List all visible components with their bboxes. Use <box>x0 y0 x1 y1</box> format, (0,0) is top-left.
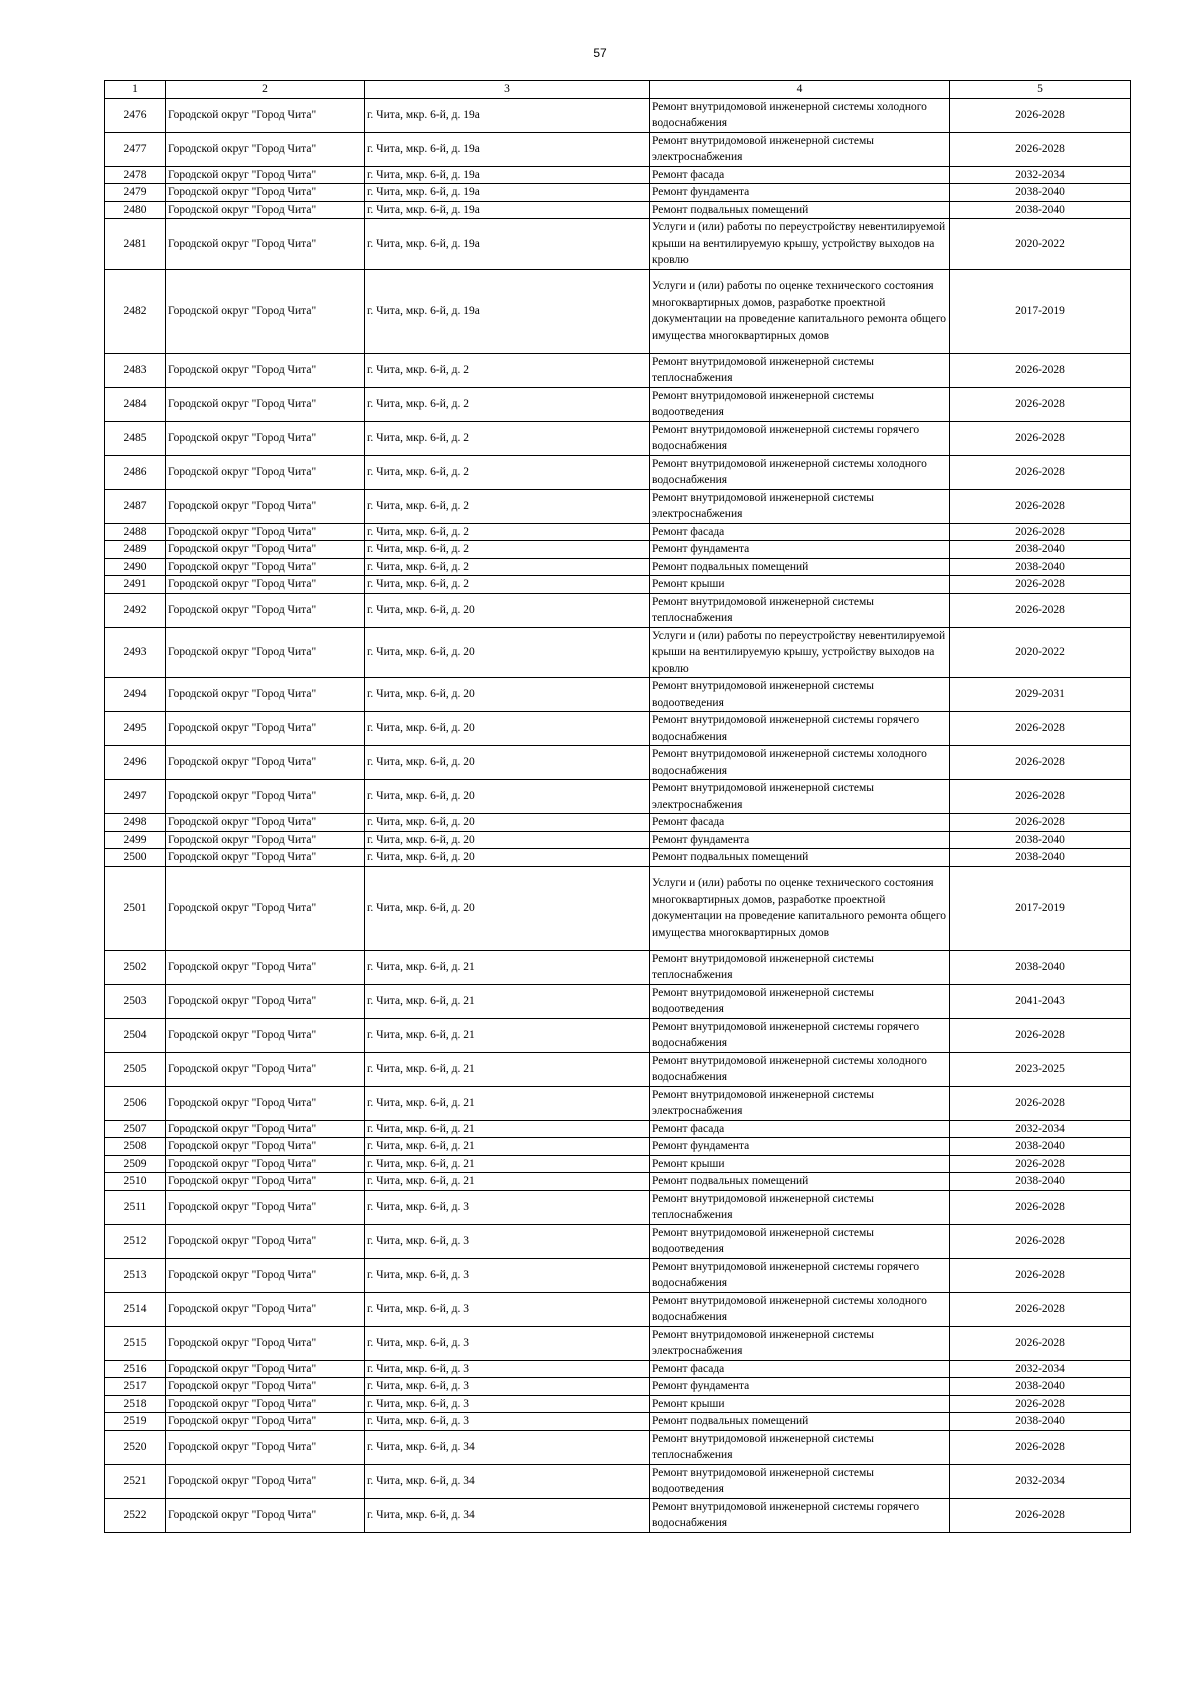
row-number-cell: 2521 <box>105 1464 166 1498</box>
row-number-cell: 2504 <box>105 1018 166 1052</box>
period-cell: 2026-2028 <box>950 1395 1131 1413</box>
period-cell: 2020-2022 <box>950 627 1131 678</box>
period-cell: 2026-2028 <box>950 780 1131 814</box>
period-cell: 2026-2028 <box>950 814 1131 832</box>
row-number-cell: 2508 <box>105 1138 166 1156</box>
period-cell: 2026-2028 <box>950 1086 1131 1120</box>
address-cell: г. Чита, мкр. 6-й, д. 2 <box>365 353 650 387</box>
period-cell: 2023-2025 <box>950 1052 1131 1086</box>
address-cell: г. Чита, мкр. 6-й, д. 20 <box>365 780 650 814</box>
period-cell: 2026-2028 <box>950 98 1131 132</box>
row-number-cell: 2512 <box>105 1224 166 1258</box>
row-number-cell: 2514 <box>105 1292 166 1326</box>
address-cell: г. Чита, мкр. 6-й, д. 3 <box>365 1395 650 1413</box>
work-type-cell: Ремонт внутридомовой инженерной системы теплоснабжения <box>650 353 950 387</box>
table-row <box>105 593 1131 627</box>
address-cell: г. Чита, мкр. 6-й, д. 3 <box>365 1224 650 1258</box>
period-cell: 2020-2022 <box>950 219 1131 270</box>
municipality-cell: Городской округ "Город Чита" <box>166 489 365 523</box>
work-type-cell: Ремонт фундамента <box>650 1138 950 1156</box>
work-type-cell: Услуги и (или) работы по переустройству невентилируемой крыши на вентилируемую крышу, устройству выходов на кровлю <box>650 627 950 678</box>
period-cell: 2038-2040 <box>950 950 1131 984</box>
municipality-cell: Городской округ "Город Чита" <box>166 678 365 712</box>
table-row <box>105 746 1131 780</box>
column-header-5: 5 <box>950 81 1131 99</box>
municipality-cell: Городской округ "Город Чита" <box>166 1052 365 1086</box>
address-cell: г. Чита, мкр. 6-й, д. 19а <box>365 184 650 202</box>
address-cell: г. Чита, мкр. 6-й, д. 2 <box>365 387 650 421</box>
table-row <box>105 353 1131 387</box>
municipality-cell: Городской округ "Город Чита" <box>166 780 365 814</box>
work-type-cell: Ремонт внутридомовой инженерной системы электроснабжения <box>650 1086 950 1120</box>
period-cell: 2026-2028 <box>950 1258 1131 1292</box>
row-number-cell: 2479 <box>105 184 166 202</box>
row-number-cell: 2499 <box>105 831 166 849</box>
address-cell: г. Чита, мкр. 6-й, д. 21 <box>365 984 650 1018</box>
table-row <box>105 849 1131 867</box>
municipality-cell: Городской округ "Город Чита" <box>166 558 365 576</box>
municipality-cell: Городской округ "Город Чита" <box>166 1018 365 1052</box>
work-type-cell: Ремонт внутридомовой инженерной системы горячего водоснабжения <box>650 1498 950 1532</box>
municipality-cell: Городской округ "Город Чита" <box>166 1155 365 1173</box>
work-type-cell: Ремонт внутридомовой инженерной системы электроснабжения <box>650 1326 950 1360</box>
row-number-cell: 2516 <box>105 1360 166 1378</box>
header-row <box>105 81 1131 99</box>
row-number-cell: 2495 <box>105 712 166 746</box>
municipality-cell: Городской округ "Город Чита" <box>166 1190 365 1224</box>
table-row <box>105 1173 1131 1191</box>
table-row <box>105 166 1131 184</box>
municipality-cell: Городской округ "Город Чита" <box>166 219 365 270</box>
address-cell: г. Чита, мкр. 6-й, д. 21 <box>365 1018 650 1052</box>
work-type-cell: Ремонт внутридомовой инженерной системы холодного водоснабжения <box>650 455 950 489</box>
period-cell: 2038-2040 <box>950 849 1131 867</box>
municipality-cell: Городской округ "Город Чита" <box>166 1173 365 1191</box>
address-cell: г. Чита, мкр. 6-й, д. 20 <box>365 831 650 849</box>
row-number-cell: 2483 <box>105 353 166 387</box>
row-number-cell: 2492 <box>105 593 166 627</box>
table-row <box>105 1138 1131 1156</box>
period-cell: 2038-2040 <box>950 1173 1131 1191</box>
table-row <box>105 1498 1131 1532</box>
row-number-cell: 2497 <box>105 780 166 814</box>
period-cell: 2017-2019 <box>950 866 1131 950</box>
address-cell: г. Чита, мкр. 6-й, д. 3 <box>365 1360 650 1378</box>
period-cell: 2026-2028 <box>950 353 1131 387</box>
table-row <box>105 1360 1131 1378</box>
work-type-cell: Услуги и (или) работы по переустройству невентилируемой крыши на вентилируемую крышу, устройству выходов на кровлю <box>650 219 950 270</box>
municipality-cell: Городской округ "Город Чита" <box>166 1120 365 1138</box>
table-row <box>105 1326 1131 1360</box>
address-cell: г. Чита, мкр. 6-й, д. 20 <box>365 593 650 627</box>
table-row <box>105 1120 1131 1138</box>
work-type-cell: Ремонт фасада <box>650 1360 950 1378</box>
work-type-cell: Ремонт подвальных помещений <box>650 1173 950 1191</box>
address-cell: г. Чита, мкр. 6-й, д. 21 <box>365 1138 650 1156</box>
work-type-cell: Услуги и (или) работы по оценке технического состояния многоквартирных домов, разработке проектной документации на проведение капитального ремонта общего имущества многоквартирных домов <box>650 269 950 353</box>
work-type-cell: Ремонт внутридомовой инженерной системы горячего водоснабжения <box>650 712 950 746</box>
municipality-cell: Городской округ "Город Чита" <box>166 814 365 832</box>
table-row <box>105 1052 1131 1086</box>
municipality-cell: Городской округ "Город Чита" <box>166 201 365 219</box>
row-number-cell: 2485 <box>105 421 166 455</box>
row-number-cell: 2502 <box>105 950 166 984</box>
municipality-cell: Городской округ "Город Чита" <box>166 523 365 541</box>
work-type-cell: Ремонт подвальных помещений <box>650 558 950 576</box>
table-row <box>105 1464 1131 1498</box>
row-number-cell: 2491 <box>105 576 166 594</box>
period-cell: 2026-2028 <box>950 489 1131 523</box>
work-type-cell: Ремонт внутридомовой инженерной системы электроснабжения <box>650 132 950 166</box>
municipality-cell: Городской округ "Город Чита" <box>166 455 365 489</box>
address-cell: г. Чита, мкр. 6-й, д. 2 <box>365 421 650 455</box>
table-row <box>105 541 1131 559</box>
municipality-cell: Городской округ "Город Чита" <box>166 1464 365 1498</box>
row-number-cell: 2501 <box>105 866 166 950</box>
period-cell: 2026-2028 <box>950 1292 1131 1326</box>
municipality-cell: Городской округ "Город Чита" <box>166 421 365 455</box>
municipality-cell: Городской округ "Город Чита" <box>166 712 365 746</box>
row-number-cell: 2500 <box>105 849 166 867</box>
period-cell: 2038-2040 <box>950 831 1131 849</box>
municipality-cell: Городской округ "Город Чита" <box>166 1258 365 1292</box>
work-type-cell: Ремонт внутридомовой инженерной системы водоотведения <box>650 387 950 421</box>
work-type-cell: Ремонт внутридомовой инженерной системы водоотведения <box>650 1464 950 1498</box>
row-number-cell: 2505 <box>105 1052 166 1086</box>
period-cell: 2041-2043 <box>950 984 1131 1018</box>
period-cell: 2038-2040 <box>950 1413 1131 1431</box>
period-cell: 2038-2040 <box>950 541 1131 559</box>
address-cell: г. Чита, мкр. 6-й, д. 20 <box>365 712 650 746</box>
municipality-cell: Городской округ "Город Чита" <box>166 387 365 421</box>
work-type-cell: Ремонт внутридомовой инженерной системы теплоснабжения <box>650 1430 950 1464</box>
municipality-cell: Городской округ "Город Чита" <box>166 1413 365 1431</box>
municipality-cell: Городской округ "Город Чита" <box>166 1395 365 1413</box>
municipality-cell: Городской округ "Город Чита" <box>166 593 365 627</box>
municipality-cell: Городской округ "Город Чита" <box>166 1138 365 1156</box>
period-cell: 2032-2034 <box>950 1360 1131 1378</box>
table-row <box>105 489 1131 523</box>
address-cell: г. Чита, мкр. 6-й, д. 2 <box>365 576 650 594</box>
row-number-cell: 2484 <box>105 387 166 421</box>
municipality-cell: Городской округ "Город Чита" <box>166 98 365 132</box>
table-row <box>105 627 1131 678</box>
period-cell: 2026-2028 <box>950 593 1131 627</box>
address-cell: г. Чита, мкр. 6-й, д. 2 <box>365 558 650 576</box>
column-header-4: 4 <box>650 81 950 99</box>
work-type-cell: Ремонт крыши <box>650 1155 950 1173</box>
row-number-cell: 2522 <box>105 1498 166 1532</box>
address-cell: г. Чита, мкр. 6-й, д. 21 <box>365 1086 650 1120</box>
address-cell: г. Чита, мкр. 6-й, д. 20 <box>365 814 650 832</box>
row-number-cell: 2519 <box>105 1413 166 1431</box>
period-cell: 2026-2028 <box>950 1018 1131 1052</box>
work-type-cell: Ремонт внутридомовой инженерной системы электроснабжения <box>650 780 950 814</box>
municipality-cell: Городской округ "Город Чита" <box>166 576 365 594</box>
address-cell: г. Чита, мкр. 6-й, д. 21 <box>365 1173 650 1191</box>
period-cell: 2026-2028 <box>950 455 1131 489</box>
period-cell: 2038-2040 <box>950 201 1131 219</box>
row-number-cell: 2520 <box>105 1430 166 1464</box>
work-type-cell: Ремонт внутридомовой инженерной системы теплоснабжения <box>650 1190 950 1224</box>
municipality-cell: Городской округ "Город Чита" <box>166 831 365 849</box>
work-type-cell: Ремонт фасада <box>650 523 950 541</box>
address-cell: г. Чита, мкр. 6-й, д. 2 <box>365 489 650 523</box>
municipality-cell: Городской округ "Город Чита" <box>166 1326 365 1360</box>
work-type-cell: Ремонт внутридомовой инженерной системы холодного водоснабжения <box>650 1292 950 1326</box>
period-cell: 2026-2028 <box>950 746 1131 780</box>
municipality-cell: Городской округ "Город Чита" <box>166 132 365 166</box>
work-type-cell: Ремонт внутридомовой инженерной системы теплоснабжения <box>650 593 950 627</box>
work-type-cell: Ремонт фасада <box>650 1120 950 1138</box>
table-row <box>105 1258 1131 1292</box>
row-number-cell: 2507 <box>105 1120 166 1138</box>
table-row <box>105 1086 1131 1120</box>
municipality-cell: Городской округ "Город Чита" <box>166 746 365 780</box>
row-number-cell: 2518 <box>105 1395 166 1413</box>
work-type-cell: Ремонт внутридомовой инженерной системы водоотведения <box>650 984 950 1018</box>
table-row <box>105 1224 1131 1258</box>
table-row <box>105 1378 1131 1396</box>
work-type-cell: Ремонт фасада <box>650 166 950 184</box>
municipality-cell: Городской округ "Город Чита" <box>166 1498 365 1532</box>
work-type-cell: Ремонт фундамента <box>650 831 950 849</box>
address-cell: г. Чита, мкр. 6-й, д. 3 <box>365 1258 650 1292</box>
work-type-cell: Услуги и (или) работы по оценке технического состояния многоквартирных домов, разработке проектной документации на проведение капитального ремонта общего имущества многоквартирных домов <box>650 866 950 950</box>
table-row <box>105 184 1131 202</box>
work-type-cell: Ремонт внутридомовой инженерной системы водоотведения <box>650 1224 950 1258</box>
work-type-cell: Ремонт внутридомовой инженерной системы холодного водоснабжения <box>650 1052 950 1086</box>
address-cell: г. Чита, мкр. 6-й, д. 21 <box>365 1120 650 1138</box>
table-row <box>105 98 1131 132</box>
address-cell: г. Чита, мкр. 6-й, д. 20 <box>365 746 650 780</box>
address-cell: г. Чита, мкр. 6-й, д. 34 <box>365 1430 650 1464</box>
row-number-cell: 2513 <box>105 1258 166 1292</box>
column-header-2: 2 <box>166 81 365 99</box>
municipality-cell: Городской округ "Город Чита" <box>166 1378 365 1396</box>
work-type-cell: Ремонт внутридомовой инженерной системы водоотведения <box>650 678 950 712</box>
address-cell: г. Чита, мкр. 6-й, д. 3 <box>365 1326 650 1360</box>
work-type-cell: Ремонт подвальных помещений <box>650 1413 950 1431</box>
work-type-cell: Ремонт внутридомовой инженерной системы горячего водоснабжения <box>650 1258 950 1292</box>
work-type-cell: Ремонт внутридомовой инженерной системы холодного водоснабжения <box>650 98 950 132</box>
row-number-cell: 2515 <box>105 1326 166 1360</box>
table-row <box>105 678 1131 712</box>
table-row <box>105 269 1131 353</box>
table-row <box>105 201 1131 219</box>
address-cell: г. Чита, мкр. 6-й, д. 21 <box>365 950 650 984</box>
period-cell: 2026-2028 <box>950 1326 1131 1360</box>
address-cell: г. Чита, мкр. 6-й, д. 34 <box>365 1464 650 1498</box>
table-row <box>105 219 1131 270</box>
column-header-1: 1 <box>105 81 166 99</box>
row-number-cell: 2503 <box>105 984 166 1018</box>
row-number-cell: 2486 <box>105 455 166 489</box>
row-number-cell: 2482 <box>105 269 166 353</box>
table-row <box>105 1413 1131 1431</box>
municipality-cell: Городской округ "Город Чита" <box>166 1086 365 1120</box>
period-cell: 2026-2028 <box>950 1224 1131 1258</box>
work-type-cell: Ремонт подвальных помещений <box>650 849 950 867</box>
municipality-cell: Городской округ "Город Чита" <box>166 849 365 867</box>
table-row <box>105 780 1131 814</box>
period-cell: 2017-2019 <box>950 269 1131 353</box>
row-number-cell: 2476 <box>105 98 166 132</box>
municipality-cell: Городской округ "Город Чита" <box>166 1430 365 1464</box>
period-cell: 2026-2028 <box>950 1430 1131 1464</box>
row-number-cell: 2493 <box>105 627 166 678</box>
municipality-cell: Городской округ "Город Чита" <box>166 353 365 387</box>
address-cell: г. Чита, мкр. 6-й, д. 20 <box>365 678 650 712</box>
period-cell: 2026-2028 <box>950 576 1131 594</box>
address-cell: г. Чита, мкр. 6-й, д. 3 <box>365 1413 650 1431</box>
row-number-cell: 2506 <box>105 1086 166 1120</box>
municipality-cell: Городской округ "Город Чита" <box>166 866 365 950</box>
period-cell: 2026-2028 <box>950 1498 1131 1532</box>
period-cell: 2026-2028 <box>950 523 1131 541</box>
row-number-cell: 2510 <box>105 1173 166 1191</box>
municipality-cell: Городской округ "Город Чита" <box>166 950 365 984</box>
municipality-cell: Городской округ "Город Чита" <box>166 1224 365 1258</box>
address-cell: г. Чита, мкр. 6-й, д. 2 <box>365 541 650 559</box>
table-row <box>105 455 1131 489</box>
row-number-cell: 2487 <box>105 489 166 523</box>
address-cell: г. Чита, мкр. 6-й, д. 20 <box>365 866 650 950</box>
address-cell: г. Чита, мкр. 6-й, д. 19а <box>365 269 650 353</box>
page-number: 57 <box>593 46 607 60</box>
work-type-cell: Ремонт фасада <box>650 814 950 832</box>
column-header-3: 3 <box>365 81 650 99</box>
address-cell: г. Чита, мкр. 6-й, д. 21 <box>365 1052 650 1086</box>
municipality-cell: Городской округ "Город Чита" <box>166 1292 365 1326</box>
municipality-cell: Городской округ "Город Чита" <box>166 269 365 353</box>
address-cell: г. Чита, мкр. 6-й, д. 19а <box>365 98 650 132</box>
row-number-cell: 2477 <box>105 132 166 166</box>
address-cell: г. Чита, мкр. 6-й, д. 21 <box>365 1155 650 1173</box>
table-row <box>105 132 1131 166</box>
table-row <box>105 712 1131 746</box>
period-cell: 2026-2028 <box>950 421 1131 455</box>
work-type-cell: Ремонт внутридомовой инженерной системы горячего водоснабжения <box>650 421 950 455</box>
municipality-cell: Городской округ "Город Чита" <box>166 1360 365 1378</box>
row-number-cell: 2517 <box>105 1378 166 1396</box>
period-cell: 2026-2028 <box>950 1155 1131 1173</box>
period-cell: 2038-2040 <box>950 184 1131 202</box>
row-number-cell: 2494 <box>105 678 166 712</box>
table-row <box>105 523 1131 541</box>
address-cell: г. Чита, мкр. 6-й, д. 19а <box>365 132 650 166</box>
table-row <box>105 387 1131 421</box>
municipality-cell: Городской округ "Город Чита" <box>166 627 365 678</box>
row-number-cell: 2509 <box>105 1155 166 1173</box>
address-cell: г. Чита, мкр. 6-й, д. 20 <box>365 627 650 678</box>
address-cell: г. Чита, мкр. 6-й, д. 34 <box>365 1498 650 1532</box>
address-cell: г. Чита, мкр. 6-й, д. 3 <box>365 1292 650 1326</box>
row-number-cell: 2478 <box>105 166 166 184</box>
period-cell: 2038-2040 <box>950 1138 1131 1156</box>
address-cell: г. Чита, мкр. 6-й, д. 3 <box>365 1378 650 1396</box>
table-row <box>105 1430 1131 1464</box>
period-cell: 2029-2031 <box>950 678 1131 712</box>
address-cell: г. Чита, мкр. 6-й, д. 19а <box>365 166 650 184</box>
work-type-cell: Ремонт внутридомовой инженерной системы холодного водоснабжения <box>650 746 950 780</box>
municipality-cell: Городской округ "Город Чита" <box>166 184 365 202</box>
period-cell: 2038-2040 <box>950 558 1131 576</box>
capital-repair-table <box>104 80 1131 1533</box>
period-cell: 2026-2028 <box>950 1190 1131 1224</box>
period-cell: 2032-2034 <box>950 1464 1131 1498</box>
table-row <box>105 558 1131 576</box>
municipality-cell: Городской округ "Город Чита" <box>166 166 365 184</box>
table-row <box>105 576 1131 594</box>
work-type-cell: Ремонт фундамента <box>650 1378 950 1396</box>
period-cell: 2032-2034 <box>950 166 1131 184</box>
row-number-cell: 2490 <box>105 558 166 576</box>
work-type-cell: Ремонт фундамента <box>650 541 950 559</box>
address-cell: г. Чита, мкр. 6-й, д. 3 <box>365 1190 650 1224</box>
table-row <box>105 866 1131 950</box>
work-type-cell: Ремонт внутридомовой инженерной системы электроснабжения <box>650 489 950 523</box>
work-type-cell: Ремонт крыши <box>650 1395 950 1413</box>
work-type-cell: Ремонт подвальных помещений <box>650 201 950 219</box>
table-row <box>105 831 1131 849</box>
address-cell: г. Чита, мкр. 6-й, д. 2 <box>365 455 650 489</box>
table-row <box>105 1190 1131 1224</box>
table-row <box>105 421 1131 455</box>
municipality-cell: Городской округ "Город Чита" <box>166 984 365 1018</box>
address-cell: г. Чита, мкр. 6-й, д. 2 <box>365 523 650 541</box>
row-number-cell: 2488 <box>105 523 166 541</box>
table-row <box>105 1292 1131 1326</box>
period-cell: 2026-2028 <box>950 132 1131 166</box>
address-cell: г. Чита, мкр. 6-й, д. 19а <box>365 201 650 219</box>
address-cell: г. Чита, мкр. 6-й, д. 20 <box>365 849 650 867</box>
work-type-cell: Ремонт фундамента <box>650 184 950 202</box>
table-row <box>105 814 1131 832</box>
period-cell: 2026-2028 <box>950 387 1131 421</box>
table-body <box>105 98 1131 1532</box>
row-number-cell: 2498 <box>105 814 166 832</box>
row-number-cell: 2480 <box>105 201 166 219</box>
period-cell: 2038-2040 <box>950 1378 1131 1396</box>
row-number-cell: 2489 <box>105 541 166 559</box>
table-row <box>105 1018 1131 1052</box>
table-row <box>105 1155 1131 1173</box>
work-type-cell: Ремонт внутридомовой инженерной системы горячего водоснабжения <box>650 1018 950 1052</box>
period-cell: 2026-2028 <box>950 712 1131 746</box>
row-number-cell: 2496 <box>105 746 166 780</box>
period-cell: 2032-2034 <box>950 1120 1131 1138</box>
row-number-cell: 2511 <box>105 1190 166 1224</box>
row-number-cell: 2481 <box>105 219 166 270</box>
work-type-cell: Ремонт внутридомовой инженерной системы теплоснабжения <box>650 950 950 984</box>
table-row <box>105 984 1131 1018</box>
work-type-cell: Ремонт крыши <box>650 576 950 594</box>
address-cell: г. Чита, мкр. 6-й, д. 19а <box>365 219 650 270</box>
municipality-cell: Городской округ "Город Чита" <box>166 541 365 559</box>
table-row <box>105 1395 1131 1413</box>
table-row <box>105 950 1131 984</box>
